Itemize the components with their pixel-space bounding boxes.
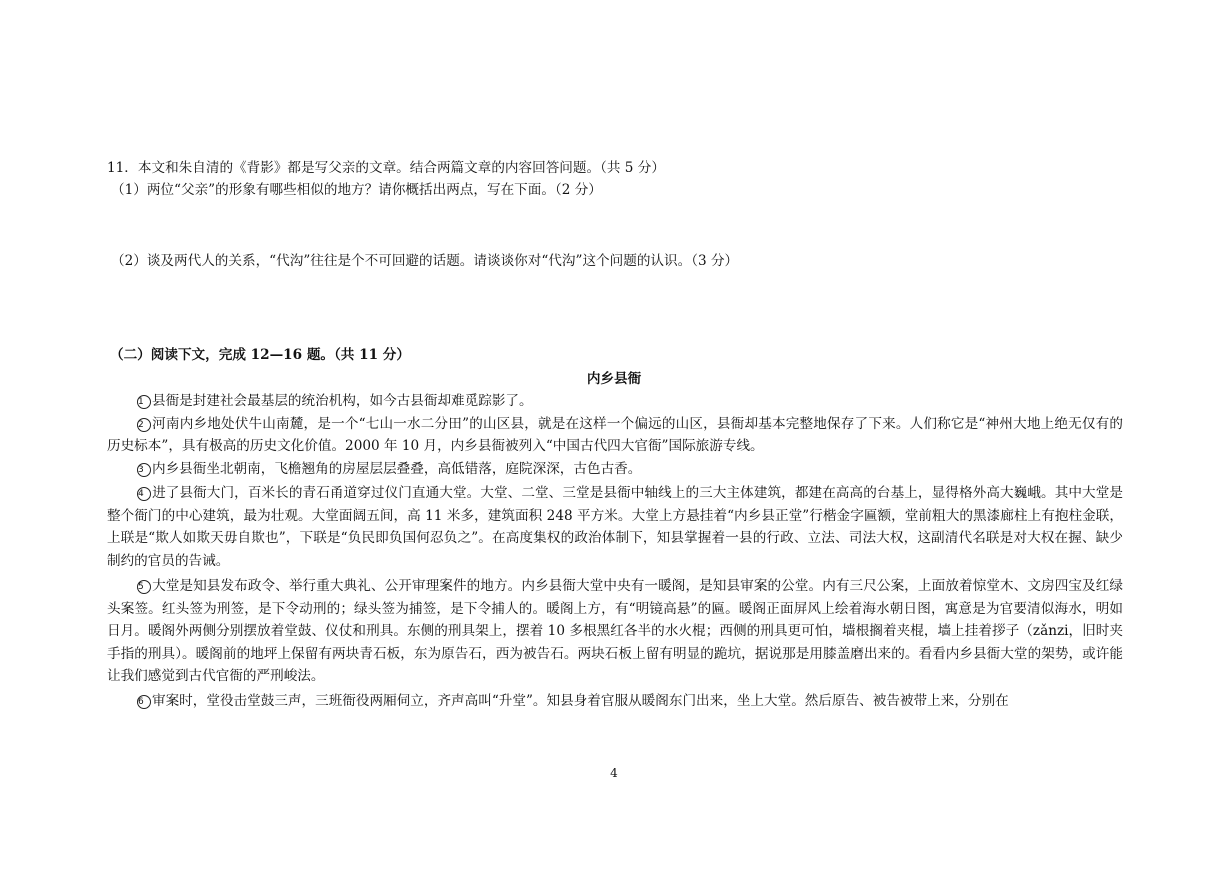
page-number: 4	[610, 766, 618, 780]
paragraph-text: 内乡县衙坐北朝南，飞檐翘角的房屋层层叠叠，高低错落，庭院深深，古色古香。	[152, 461, 642, 477]
paragraph-text: 大堂是知县发布政令、举行重大典礼、公开审理案件的地方。内乡县衙大堂中央有一暖阁，是知县审案的公堂。内有三尺公案，上面放着惊堂木、文房四宝及红绿头案签。红头签为刑签，是下令动刑的；绿头签为捕签，是下令捕人的。暖阁上方，有“明镜高悬”的匾。暖阁正面屏风上绘着海水朝日图，寓意是为官要清似海水，明如日月。暖阁外两侧分别摆放着堂鼓、仪仗和刑具。东侧的刑具架上，摆着 10 多根黑红各半的水火棍；西侧的刑具更可怕，墙根搁着夹棍，墙上挂着拶子（zǎnzi，旧时夹手指的刑具）。暖阁前的地坪上保留有两块青石板，东为原告石，西为被告石。两块石板上留有明显的跪坑，据说那是用膝盖磨出来的。看看内乡县衙大堂的架势，或许能让我们感觉到古代官衙的严刑峻法。	[107, 578, 1123, 684]
paragraph-5	[107, 575, 1123, 688]
question-11-part-2: （2）谈及两代人的关系，“代沟”往往是个不可回避的话题。请谈谈你对“代沟”这个问题的认识。（3 分）	[111, 253, 739, 269]
paragraph-6	[107, 691, 1123, 711]
paragraph-3	[107, 459, 1123, 479]
paragraph-number: 4	[137, 487, 151, 501]
paragraph-number: 1	[137, 395, 151, 409]
paragraph-text: 审案时，堂役击堂鼓三声，三班衙役两厢伺立，齐声高叫“升堂”。知县身着官服从暖阁东门出来，坐上大堂。然后原告、被告被带上来，分别在	[152, 693, 1009, 709]
paragraph-text: 进了县衙大门，百米长的青石甬道穿过仪门直通大堂。大堂、二堂、三堂是县衙中轴线上的三大主体建筑，都建在高高的台基上，显得格外高大巍峨。其中大堂是整个衙门的中心建筑，最为壮观。大堂面阔五间，高 11 米多，建筑面积 248 平方米。大堂上方悬挂着“内乡县正堂”行楷金字匾额，堂前粗大的黑漆廊柱上有抱柱金联，上联是“欺人如欺天毋自欺也”，下联是“负民即负国何忍负之”。在高度集权的政治体制下，知县掌握着一县的行政、立法、司法大权，这副清代名联是对大权在握、缺少制约的官员的告诫。	[107, 485, 1123, 569]
question-11: 11．本文和朱自清的《背影》都是写父亲的文章。结合两篇文章的内容回答问题。（共 5 分）	[107, 160, 665, 176]
paragraph-text: 河南内乡地处伏牛山南麓，是一个“七山一水二分田”的山区县，就是在这样一个偏远的山区，县衙却基本完整地保存了下来。人们称它是“神州大地上绝无仅有的历史标本”，具有极高的历史文化价值。2000 年 10 月，内乡县衙被列入“中国古代四大官衙”国际旅游专线。	[107, 416, 1123, 454]
question-11-part-1: （1）两位“父亲”的形象有哪些相似的地方？请你概括出两点，写在下面。（2 分）	[111, 182, 602, 198]
paragraph-2	[107, 413, 1123, 457]
paragraph-text: 县衙是封建社会最基层的统治机构，如今古县衙却难觅踪影了。	[152, 393, 533, 409]
paragraph-number: 6	[137, 695, 151, 709]
paragraph-number: 3	[137, 463, 151, 477]
article-title: 内乡县衙	[586, 371, 642, 387]
paragraph-number: 2	[137, 418, 151, 432]
section-heading: （二）阅读下文，完成 12—16 题。（共 11 分）	[110, 347, 410, 363]
paragraph-1	[107, 391, 1123, 411]
paragraph-4	[107, 482, 1123, 572]
paragraph-number: 5	[137, 580, 151, 594]
